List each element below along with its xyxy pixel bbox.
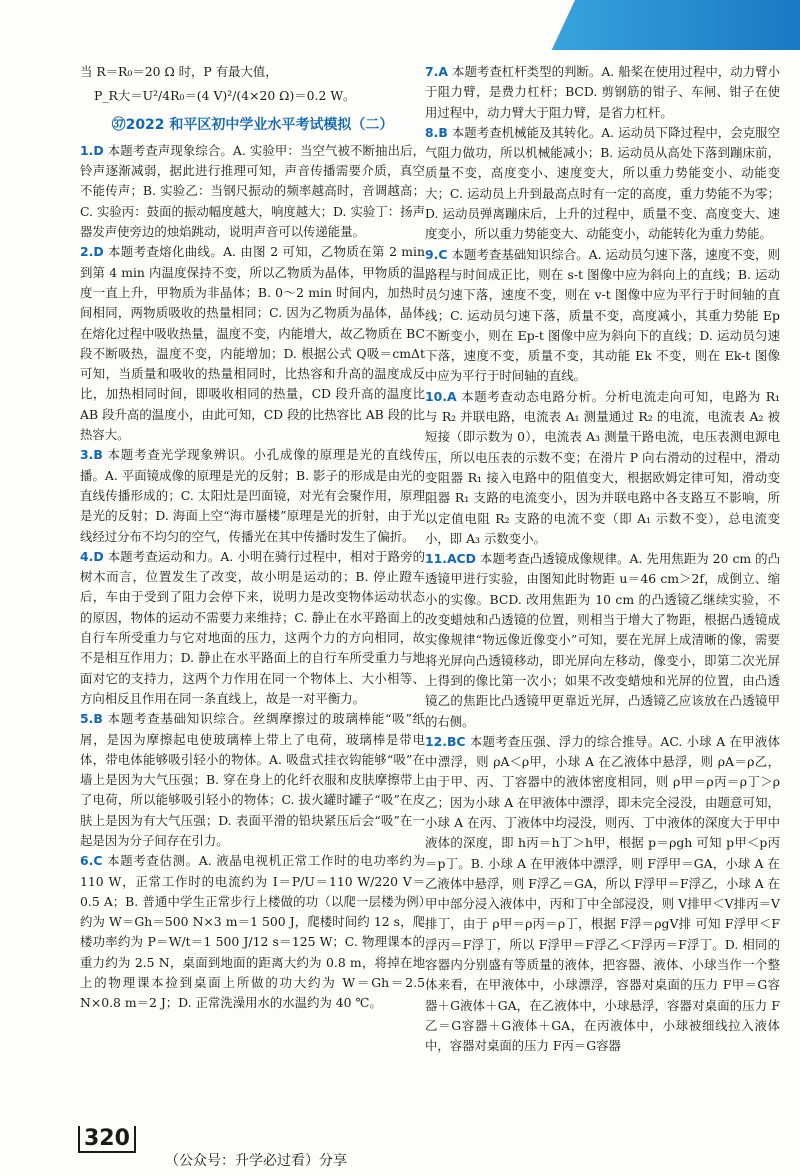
intro-formula: P_R大＝U²/4R₀＝(4 V)²/(4×20 Ω)＝0.2 W。 [94,88,356,104]
intro-line: 当 R＝R₀＝20 Ω 时，P 有最大值， [80,64,278,79]
right-question-list [425,62,780,1057]
question-number: 10. [425,388,447,404]
question-explanation: 本题考查熔化曲线。A. 由图 2 可知，乙物质在第 2 min 到第 4 min 内温度保持不变，所以乙物质为晶体，甲物质的温度一直上升，甲物质为非晶体；B. 0～2 min 时间内，加热时间相同，两物质吸收的热量相同；C. 因为乙物质为晶体，晶体在熔化过程中吸收热量，温度不变，内能增大，故乙物质在 BC 段不断吸热，温度不变，内能增加；D. 根据公式 Q吸＝cmΔt 可知，当质量和吸收的热量相同时，比热容和升高的温度成反比，加热相同时间，即吸收相同的热量，CD 段升高的温度比 AB 段升高的温度小，由此可知，CD 段的比热容比 AB 段的比热容大。 [80,244,425,443]
question-answer: D [93,244,104,260]
question-answer: A [438,64,448,79]
section-title [80,115,425,135]
question-number: 3. [80,447,94,463]
question-answer: B [93,447,103,463]
question-explanation: 本题考查估测。A. 液晶电视机正常工作时的电功率约为 110 W，正常工作时的电流约为 I＝P/U＝110 W/220 V＝0.5 A；B. 普通中学生正常步行上楼做的功（以爬一层楼为例）约为 W＝Gh＝500 N×3 m＝1 500 J，爬楼时间约 12 s，爬楼功率约为 P＝W/t＝1 500 J/12 s＝125 W；C. 物理课本的重力约为 2.5 N，桌面到地面的距离大约为 0.8 m，将掉在地上的物理课本捡到桌面上所做的功大约为 W＝Gh＝2.5 N×0.8 m＝2 J；D. 正常洗澡用水的水温约为 40 ℃。 [80,853,425,1011]
question-answer: D [93,548,104,564]
footer-note: （公众号：升学必过看）分享 [165,1153,347,1169]
section-title-text: 2022 和平区初中学业水平考试模拟（二） [125,116,394,133]
section-number: ㊲ [111,116,126,133]
question-item [80,141,425,242]
question-explanation: 本题考查杠杆类型的判断。A. 船桨在使用过程中，动力臂小于阻力臂，是费力杠杆；BCD. 剪钢筋的钳子、车闸、钳子在使用过程中，动力臂大于阻力臂，是省力杠杆。 [425,64,780,120]
question-answer: A [446,388,457,404]
question-number: 1. [80,142,94,158]
question-explanation: 本题考查声现象综合。A. 实验甲：当空气被不断抽出后，铃声逐渐减弱，据此进行推理可知，声音传播需要介质，真空不能传声；B. 实验乙：当钢尺振动的频率越高时，音调越高；C. 实验丙：鼓面的振动幅度越大，响度越大；D. 实验丁：扬声器发声使旁边的烛焰跳动，说明声音可以传递能量。 [80,142,425,240]
question-item [80,709,425,851]
question-number: 9. [425,246,439,262]
question-answer: B [93,711,103,727]
question-explanation: 本题考查机械能及其转化。A. 运动员下降过程中，会克服空气阻力做功，所以机械能减小；B. 运动员从高处下落到蹦床前，质量不变，高度变小、速度变大，所以重力势能变小、动能变大；C. 运动员上升到最高点时有一定的高度，重力势能不为零；D. 运动员弹离蹦床后，上升的过程中，质量不变、高度变大、速度变小，所以重力势能变大、动能变小，动能转化为重力势能。 [425,124,780,242]
question-explanation: 本题考查基础知识综合。A. 运动员匀速下落，速度不变，则路程与时间成正比，则在 s-t 图像中应为斜向上的直线；B. 运动员匀速下落，速度不变，则在 v-t 图像中应为平行于时间轴的直线；C. 运动员匀速下落，质量不变，高度减小，其重力势能 Ep 不断变小，则在 Ep-t 图像中应为斜向下的直线；D. 运动员匀速下落，速度不变，质量不变，其动能 Ek 不变，则在 Ek-t 图像中应为平行于时间轴的直线。 [425,246,780,384]
question-answer: ACD [446,551,476,567]
question-answer: D [93,142,104,158]
question-explanation: 本题考查运动和力。A. 小明在骑行过程中，相对于路旁的树木而言，位置发生了改变，故小明是运动的；B. 停止蹬车后，车由于受到了阻力会停下来，说明力是改变物体运动状态的原因，物体的运动不需要力来维持；C. 静止在水平路面上的自行车所受重力与它对地面的压力，这两个力的方向相同，故不是相互作用力；D. 静止在水平路面上的自行车所受重力与地面对它的支持力，这两个力作用在同一个物体上、大小相等、方向相反且作用在同一条直线上，故是一对平衡力。 [80,548,425,706]
question-item [425,732,780,1057]
question-number: 7. [425,64,439,79]
question-answer: BC [446,733,466,749]
question-answer: B [438,124,448,140]
left-question-list [80,141,425,1014]
question-number: 4. [80,548,94,564]
question-number: 5. [80,711,94,727]
question-explanation: 本题考查压强、浮力的综合推导。AC. 小球 A 在甲液体中漂浮，则 ρA＜ρ甲，小球 A 在乙液体中悬浮，则 ρA＝ρ乙，由于甲、丙、丁容器中的液体密度相同，则 ρ甲＝ρ丙＝ρ丁＞ρ乙；因为小球 A 在甲液体中漂浮，即未完全浸没，由题意可知，小球 A 在丙、丁液体中均浸没，则丙、丁中液体的深度大于甲中液体的深度，即 h丙＝h丁＞h甲，根据 p＝ρgh 可知 p甲＜p丙＝p丁。B. 小球 A 在甲液体中漂浮，则 F浮甲＝GA，小球 A 在乙液体中悬浮，则 F浮乙＝GA，所以 F浮甲＝F浮乙，小球 A 在甲中部分浸入液体中，丙和丁中全部浸没，则 V排甲＜V排丙＝V排丁，由于 ρ甲＝ρ丙＝ρ丁，根据 F浮＝ρgV排 可知 F浮甲＜F浮丙＝F浮丁，所以 F浮甲＝F浮乙＜F浮丙＝F浮丁。D. 相同的容器内分别盛有等质量的液体，把容器、液体、小球当作一个整体来看，在甲液体中，小球漂浮，容器对桌面的压力 F甲＝G容器＋G液体＋GA，在乙液体中，小球悬浮，容器对桌面的压力 F乙＝G容器＋G液体＋GA，在丙液体中，小球被细线拉入液体中，容器对桌面的压力 F丙＝G容器 [425,733,780,1054]
question-number: 11. [425,551,447,567]
question-item [80,851,425,1013]
question-item [425,549,780,732]
page-number: 320 [78,1126,136,1153]
question-item [425,387,780,549]
question-explanation: 本题考查基础知识综合。丝绸摩擦过的玻璃棒能“吸”纸屑，是因为摩擦起电使玻璃棒上带上了电荷，玻璃棒是带电体，带电体能够吸引轻小的物体。A. 吸盘式挂衣钩能够“吸”在墙上是因为大气压强；B. 穿在身上的化纤衣服和皮肤摩擦带上了电荷，所以能够吸引轻小的物体；C. 拔火罐时罐子“吸”在皮肤上是因为有大气压强；D. 表面平滑的铅块紧压后会“吸”在一起是因为分子间存在引力。 [80,711,425,848]
question-answer: C [438,246,448,262]
left-column [80,62,425,1014]
question-item [80,242,425,445]
question-number: 2. [80,244,94,260]
question-explanation: 本题考查凸透镜成像规律。A. 先用焦距为 20 cm 的凸透镜甲进行实验，由图知此时物距 u＝46 cm＞2f，成倒立、缩小的实像。BCD. 改用焦距为 10 cm 的凸透镜乙继续实验，不改变蜡烛和凸透镜的位置，则相当于增大了物距，根据凸透镜成实像规律“物远像近像变小”可知，要在光屏上成清晰的像，需要将光屏向凸透镜移动，即光屏向左移动，像变小，即第二次光屏上得到的像比第一次小；如果不改变蜡烛和光屏的位置，由凸透镜乙的焦距比凸透镜甲更靠近光屏，凸透镜乙应该放在凸透镜甲的右侧。 [425,551,780,729]
question-explanation: 本题考查光学现象辨识。小孔成像的原理是光的直线传播。A. 平面镜成像的原理是光的反射；B. 影子的形成是由光的直线传播形成的；C. 太阳灶是凹面镜，对光有会聚作用，原理是光的反射；D. 海面上空“海市蜃楼”原理是光的折射，由于光线经过分布不均匀的空气，传播光在其中传播时发生了偏折。 [80,447,425,544]
question-number: 12. [425,733,447,749]
question-item [425,123,780,245]
question-number: 6. [80,853,94,869]
right-column [425,62,780,1057]
question-item [80,547,425,709]
question-item [425,245,780,387]
question-item [425,62,780,123]
header-stripe [535,0,800,50]
question-number: 8. [425,124,439,140]
question-answer: C [93,853,103,869]
question-item [80,445,425,546]
question-explanation: 本题考查动态电路分析。分析电流走向可知，电路为 R₁ 与 R₂ 并联电路，电流表 A₁ 测量通过 R₂ 的电流，电流表 A₂ 被短接（即示数为 0），电流表 A₃ 测量干路电流，电压表测电源电压，所以电压表的示数不变；在滑片 P 向右滑动的过程中，滑动变阻器 R₁ 接入电路中的阻值变大，根据欧姆定律可知，滑动变阻器 R₁ 支路的电流变小，因为并联电路中各支路互不影响，所以定值电阻 R₂ 支路的电流不变（即 A₁ 示数不变），总电流变小，即 A₃ 示数变小。 [425,388,780,546]
